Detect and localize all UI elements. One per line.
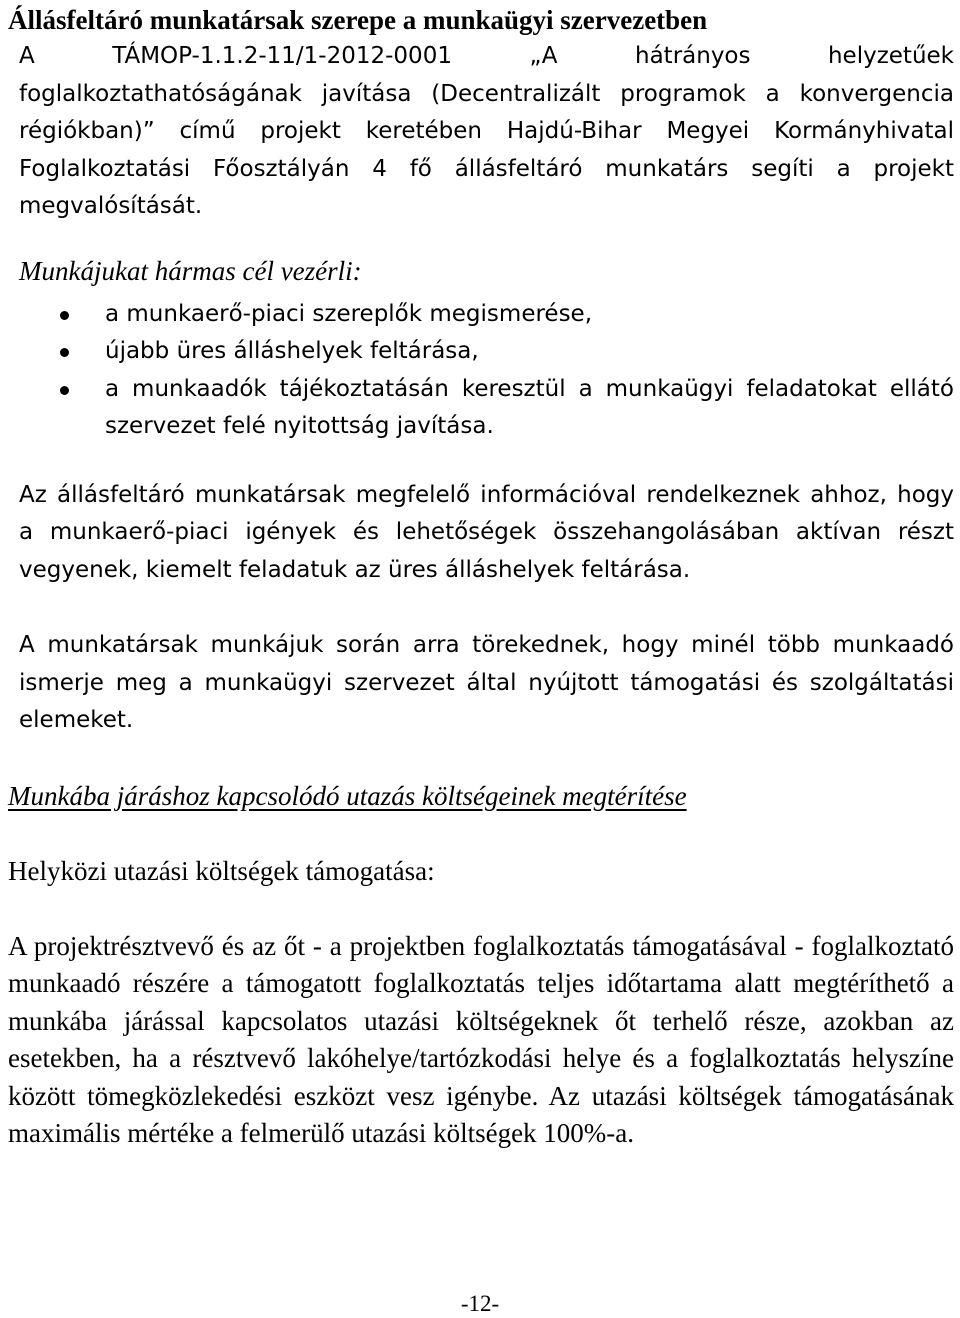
goal-text: a munkaerő-piaci szereplők megismerése,: [105, 300, 593, 327]
goal-text: a munkaadók tájékoztatásán keresztül a munkaügyi feladatokat ellátó szervezet felé nyitottság javítása.: [105, 375, 954, 439]
section-title: Munkába járáshoz kapcsolódó utazás költségeinek megtérítése: [8, 780, 687, 811]
goal-text: újabb üres álláshelyek feltárása,: [105, 338, 479, 364]
goal-item: [8, 333, 954, 371]
goals-intro: Munkájukat hármas cél vezérli:: [19, 255, 362, 286]
page-number: -12-: [460, 1291, 500, 1316]
goals-list: [8, 296, 954, 446]
paragraph-travel-costs: A projektrésztvevő és az őt - a projektben foglalkoztatás támogatásával - foglalkoztató munkaadó részére a támogatott foglalkoztatás teljes időtartama alatt megtéríthető a munkába járással kapcsolatos utazási költségeknek őt terhelő része, azokban az esetekben, ha a résztvevő lakóhelye/tartózkodási helye és a foglalkoztatás helyszíne között tömegközlekedési eszközt vesz igénybe. Az utazási költségek támogatásának maximális mértéke a felmerülő utazási költségek 100%-a.: [8, 930, 954, 1149]
goal-item: [8, 296, 954, 334]
document-page: [8, 0, 954, 1180]
paragraph-aims: A munkatársak munkájuk során arra törekednek, hogy minél több munkaadó ismerje meg a munkaügyi szervezet által nyújtott támogatási és szolgáltatási elemeket.: [19, 632, 954, 733]
bullet-icon: [60, 348, 69, 357]
goal-item: [8, 371, 954, 446]
subsection-title: Helyközi utazási költségek támogatása:: [8, 855, 435, 886]
bullet-icon: [60, 311, 69, 320]
bullet-icon: [60, 386, 69, 395]
paragraph-role: Az állásfeltáró munkatársak megfelelő információval rendelkeznek ahhoz, hogy a munkaerő-piaci igények és lehetőségek összehangolásában aktívan részt vegyenek, kiemelt feladatuk az üres álláshelyek feltárása.: [19, 481, 954, 583]
intro-paragraph: A TÁMOP-1.1.2-11/1-2012-0001 „A hátrányos helyzetűek foglalkoztathatóságának javítása (Decentralizált programok a konvergencia régiókban)” című projekt keretében Hajdú-Bihar Megyei Kormányhivatal Foglalkoztatási Főosztályán 4 fő állásfeltáró munkatárs segíti a projekt megvalósítását.: [19, 43, 954, 219]
document-heading: Állásfeltáró munkatársak szerepe a munkaügyi szervezetben: [8, 5, 708, 35]
